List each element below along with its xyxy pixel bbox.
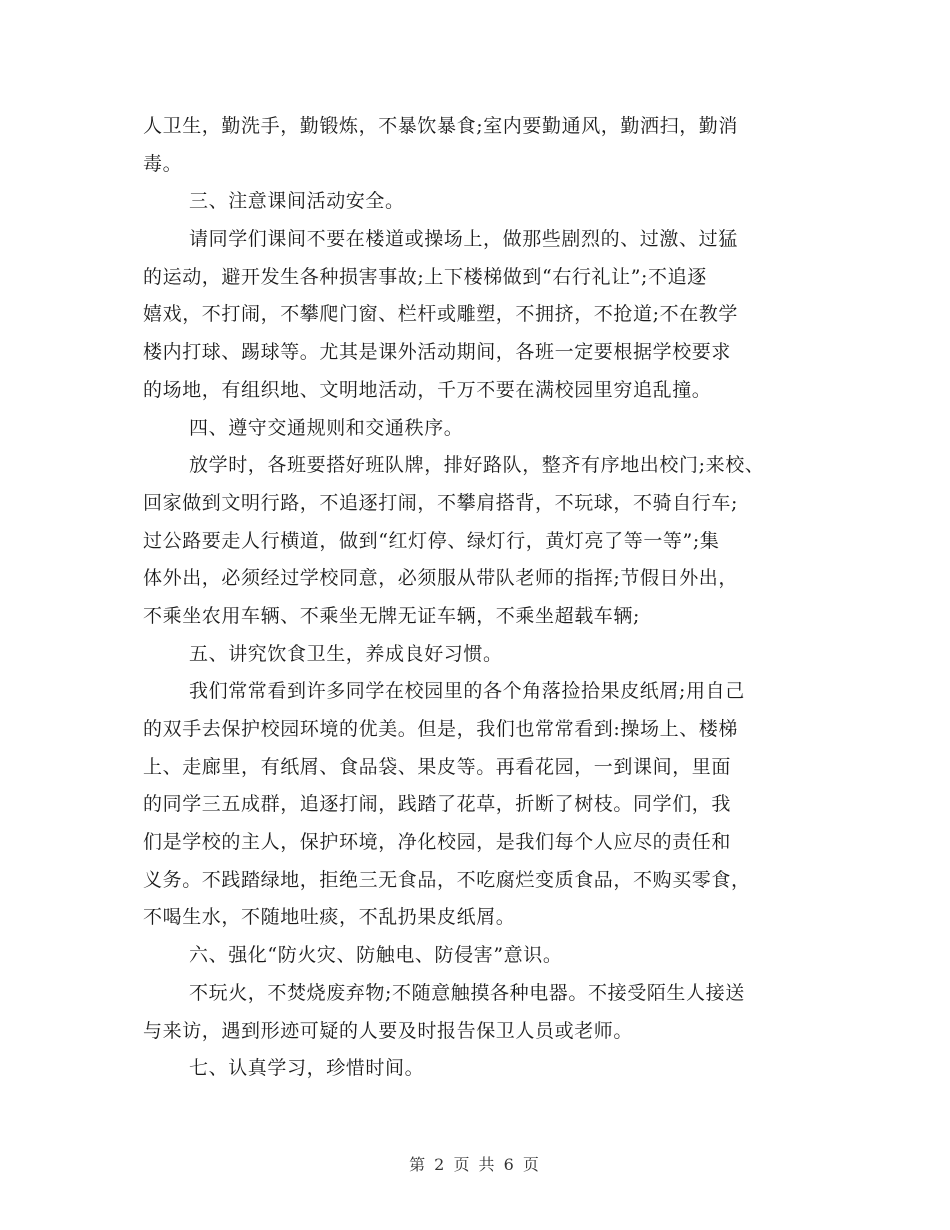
text-line: 四、遵守交通规则和交通秩序。 [189,416,464,439]
text-line: 不玩火，不焚烧废弃物;不随意触摸各种电器。不接受陌生人接送 [189,981,745,1004]
text-line: 七、认真学习，珍惜时间。 [189,1057,425,1080]
text-line: 三、注意课间活动安全。 [189,190,405,213]
text-line: 六、强化“防火灾、防触电、防侵害”意识。 [189,944,563,967]
text-line: 义务。不践踏绿地，拒绝三无食品，不吃腐烂变质食品，不购买零食， [143,868,751,891]
text-line: 五、讲究饮食卫生，养成良好习惯。 [189,642,503,665]
text-line: 毒。 [143,152,183,175]
text-line: 人卫生，勤洗手，勤锻炼，不暴饮暴食;室内要勤通风，勤洒扫，勤消 [143,115,739,137]
text-line: 楼内打球、踢球等。尤其是课外活动期间，各班一定要根据学校要求 [143,341,732,364]
text-line: 请同学们课间不要在楼道或操场上，做那些剧烈的、过激、过猛 [189,228,738,251]
document-body [143,108,833,1088]
text-line: 上、走廊里，有纸屑、食品袋、果皮等。再看花园，一到课间，里面 [143,755,732,778]
text-line: 的场地，有组织地、文明地活动，千万不要在满校园里穷追乱撞。 [143,378,712,401]
text-line: 嬉戏，不打闹，不攀爬门窗、栏杆或雕塑，不拥挤，不抢道;不在教学 [143,303,739,326]
text-line: 体外出，必须经过学校同意，必须服从带队老师的指挥;节假日外出， [143,567,739,590]
text-line: 与来访，遇到形迹可疑的人要及时报告保卫人员或老师。 [143,1019,634,1042]
text-line: 的运动，避开发生各种损害事故;上下楼梯做到“右行礼让”;不追逐 [143,265,707,288]
text-line: 的同学三五成群，追逐打闹，践踏了花草，折断了树枝。同学们，我 [143,793,732,816]
text-line: 不喝生水，不随地吐痰，不乱扔果皮纸屑。 [143,906,516,929]
text-line: 们是学校的主人，保护环境，净化校园，是我们每个人应尽的责任和 [143,831,732,854]
text-line: 的双手去保护校园环境的优美。但是，我们也常常看到:操场上、楼梯 [143,718,739,740]
text-line: 过公路要走人行横道，做到“红灯停、绿灯行，黄灯亮了等一等”;集 [143,529,720,552]
text-line: 放学时，各班要搭好班队牌，排好路队，整齐有序地出校门;来校、 [189,454,765,477]
page-number-footer: 第 2 页 共 6 页 [409,1155,541,1174]
text-line: 我们常常看到许多同学在校园里的各个角落捡拾果皮纸屑;用自己 [189,680,745,703]
text-line: 不乘坐农用车辆、不乘坐无牌无证车辆，不乘坐超载车辆; [143,604,641,627]
text-line: 回家做到文明行路，不追逐打闹，不攀肩搭背，不玩球，不骑自行车; [143,491,739,514]
